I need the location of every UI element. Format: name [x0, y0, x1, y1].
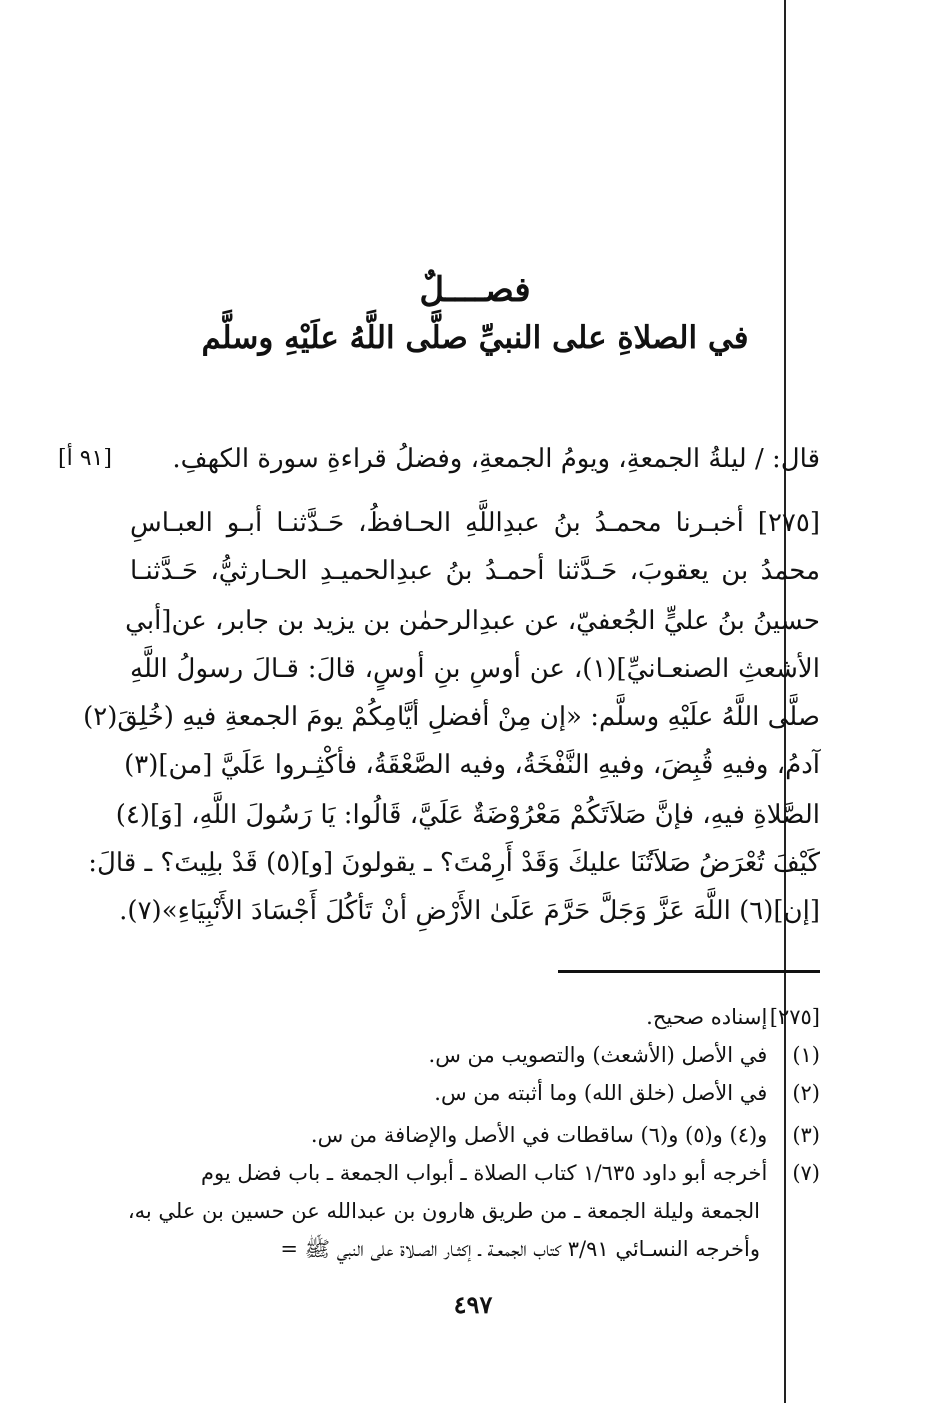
footnote-number: (٧): [792, 1161, 820, 1185]
footnote-text: في الأصل (خلق الله) وما أثبته من س.: [434, 1081, 768, 1105]
body-line: قال: / ليلةُ الجمعةِ، ويومُ الجمعةِ، وفضلُ قراءةِ سورة الكهفِ.: [172, 444, 820, 474]
body-line: [٢٧٥] أخبـرنا محمـدُ بنُ عبدِاللَّهِ الحـافظُ، حَـدَّثنـا أبـو العبـاسِ: [130, 508, 820, 538]
body-line: حسينُ بنُ عليٍّ الجُعفيّ، عن عبدِالرحمٰن بن يزيد بن جابر، عن[أبي: [125, 606, 820, 636]
footnote: [120, 1120, 820, 1150]
body-line: صلَّى اللَّهُ علَيْهِ وسلَّم: «إن مِنْ أفضلِ أيَّامِكُمْ يومَ الجمعةِ فيهِ (خُلِقَ(٢): [83, 702, 820, 732]
section-title: فصــــلٌ: [419, 270, 531, 310]
manuscript-folio-note: [٩١ أ]: [58, 446, 112, 471]
footnote-continuation-line: الجمعة وليلة الجمعة ـ من طريق هارون بن عبدالله عن حسين بن علي به،: [127, 1199, 760, 1223]
page-number: ٤٩٧: [453, 1290, 493, 1319]
footnote-number: [٢٧٥]: [769, 1005, 820, 1029]
footnote-continuation-line: وأخرجه النسـائي ٣/٩١ كتاب الجمعـة ـ إكثـار الصـلاة على النبي ﷺ =: [280, 1237, 760, 1261]
footnote: [120, 1158, 820, 1188]
body-line: [إن](٦) اللَّهَ عَزَّ وَجَلَّ حَرَّمَ عَلَىٰ الأَرْضِ أنْ تَأكُلَ أَجْسَادَ الأَنْبِيَاءِ»(٧).: [119, 896, 820, 926]
footnote-separator: [558, 970, 820, 973]
footnote: [120, 1040, 820, 1070]
footnote: [120, 1002, 820, 1032]
footnote-text: و(٤) و(٥) و(٦) ساقطات في الأصل والإضافة من س.: [310, 1123, 768, 1147]
footnote-number: (١): [792, 1043, 820, 1067]
footnote: [120, 1078, 820, 1108]
body-line: كَيْفَ تُعْرَضُ صَلاَتُنَا عليكَ وَقَدْ أَرِمْتَ؟ ـ يقولونَ [و](٥) قَدْ بلِيتَ؟ ـ قالَ:: [88, 848, 820, 878]
footnote-number: (٢): [792, 1081, 820, 1105]
body-line: الأشعثِ الصنعـانيِّ](١)، عن أوسِ بنِ أوسٍ، قالَ: قـالَ رسولُ اللَّهِ: [130, 654, 820, 684]
footnote-text: أخرجه أبو داود ١/٦٣٥ كتاب الصلاة ـ أبواب الجمعة ـ باب فضل يوم: [201, 1161, 768, 1185]
body-line: الصَّلاةِ فيهِ، فإنَّ صَلاَتَكُمْ مَعْرُوْضَةٌ عَلَيَّ، قَالُوا: يَا رَسُولَ اللَّهِ، [وَ](٤): [115, 800, 820, 830]
footnote-number: (٣): [792, 1123, 820, 1147]
body-line: آدمُ، وفيهِ قُبِضَ، وفيهِ النَّفْخَةُ، وفيه الصَّعْقَةُ، فأكْثِـروا عَلَيَّ [من](٣): [124, 750, 820, 780]
section-subtitle: في الصلاةِ على النبيِّ صلَّى اللَّهُ علَيْهِ وسلَّم: [201, 320, 749, 356]
footnote-text: إسناده صحيح.: [646, 1005, 768, 1029]
footnote-text: في الأصل (الأشعث) والتصويب من س.: [428, 1043, 768, 1067]
body-line: محمدُ بن يعقوبَ، حَـدَّثنا أحمـدُ بنُ عبدِالحميـدِ الحـارثيُّ، حَـدَّثنـا: [130, 556, 820, 586]
